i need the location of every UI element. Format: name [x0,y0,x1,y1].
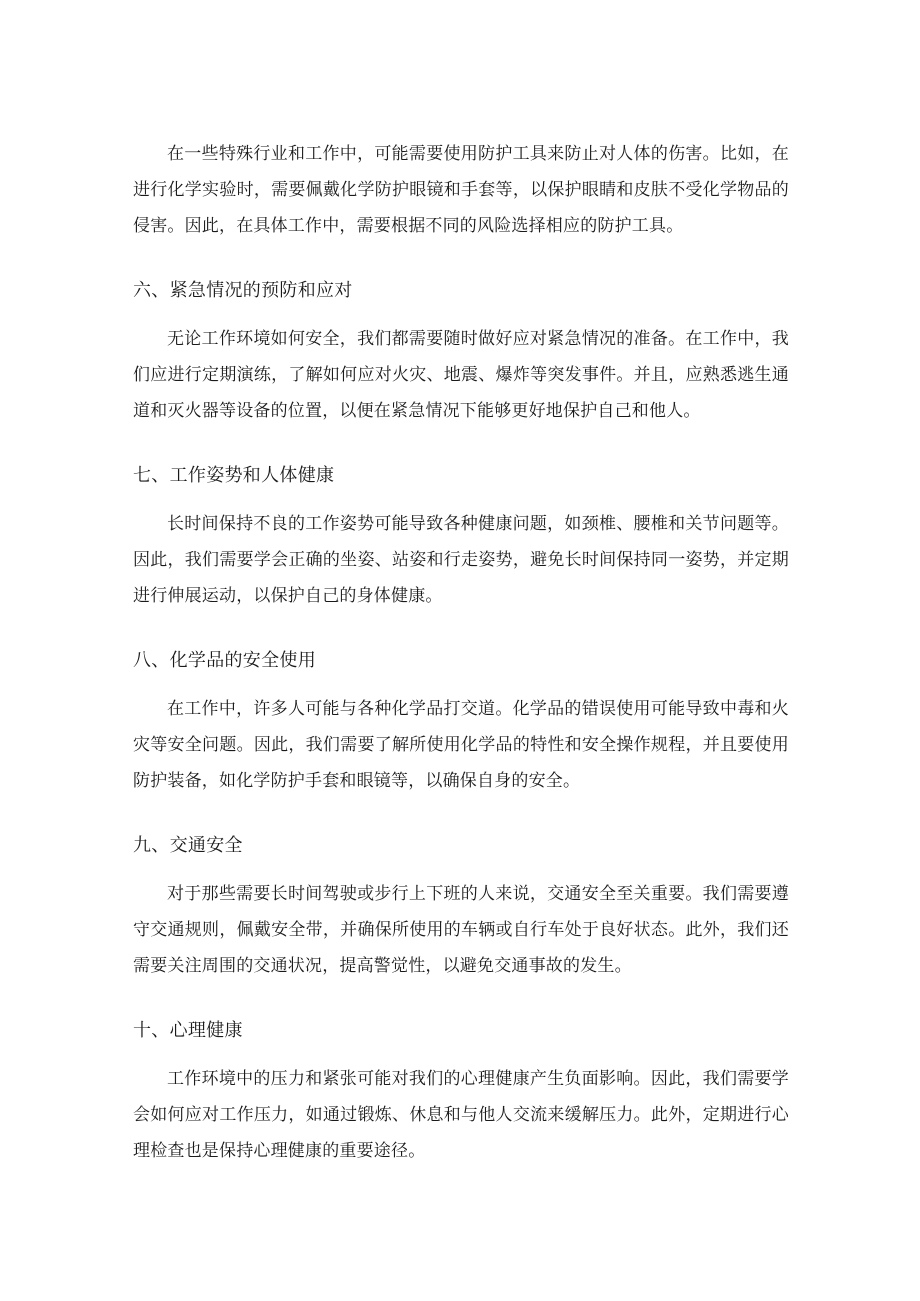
section-heading-traffic: 九、交通安全 [133,835,243,856]
section-heading-chemicals: 八、化学品的安全使用 [133,650,316,671]
section-heading-emergency: 六、紧急情况的预防和应对 [133,280,353,301]
intro-paragraph: 在一些特殊行业和工作中，可能需要使用防护工具来防止对人体的伤害。比如，在进行化学实验时，需要佩戴化学防护眼镜和手套等，以保护眼睛和皮肤不受化学物品的侵害。因此，在具体工作中，需要根据不同的风险选择相应的防护工具。 [133,144,789,236]
section-paragraph-traffic: 对于那些需要长时间驾驶或步行上下班的人来说，交通安全至关重要。我们需要遵守交通规则，佩戴安全带，并确保所使用的车辆或自行车处于良好状态。此外，我们还需要关注周围的交通状况，提高警觉性，以避免交通事故的发生。 [133,884,789,976]
section-paragraph-chemicals: 在工作中，许多人可能与各种化学品打交道。化学品的错误使用可能导致中毒和火灾等安全问题。因此，我们需要了解所使用化学品的特性和安全操作规程，并且要使用防护装备，如化学防护手套和眼镜等，以确保自身的安全。 [133,699,789,791]
section-heading-posture: 七、工作姿势和人体健康 [133,465,335,486]
section-paragraph-posture: 长时间保持不良的工作姿势可能导致各种健康问题，如颈椎、腰椎和关节问题等。因此，我们需要学会正确的坐姿、站姿和行走姿势，避免长时间保持同一姿势，并定期进行伸展运动，以保护自己的身体健康。 [133,514,789,606]
section-paragraph-emergency: 无论工作环境如何安全，我们都需要随时做好应对紧急情况的准备。在工作中，我们应进行定期演练，了解如何应对火灾、地震、爆炸等突发事件。并且，应熟悉逃生通道和灭火器等设备的位置，以便在紧急情况下能够更好地保护自己和他人。 [133,329,789,421]
section-paragraph-mental-health: 工作环境中的压力和紧张可能对我们的心理健康产生负面影响。因此，我们需要学会如何应对工作压力，如通过锻炼、休息和与他人交流来缓解压力。此外，定期进行心理检查也是保持心理健康的重要途径。 [133,1069,789,1161]
document-body [133,136,789,1198]
section-heading-mental-health: 十、心理健康 [133,1020,243,1041]
